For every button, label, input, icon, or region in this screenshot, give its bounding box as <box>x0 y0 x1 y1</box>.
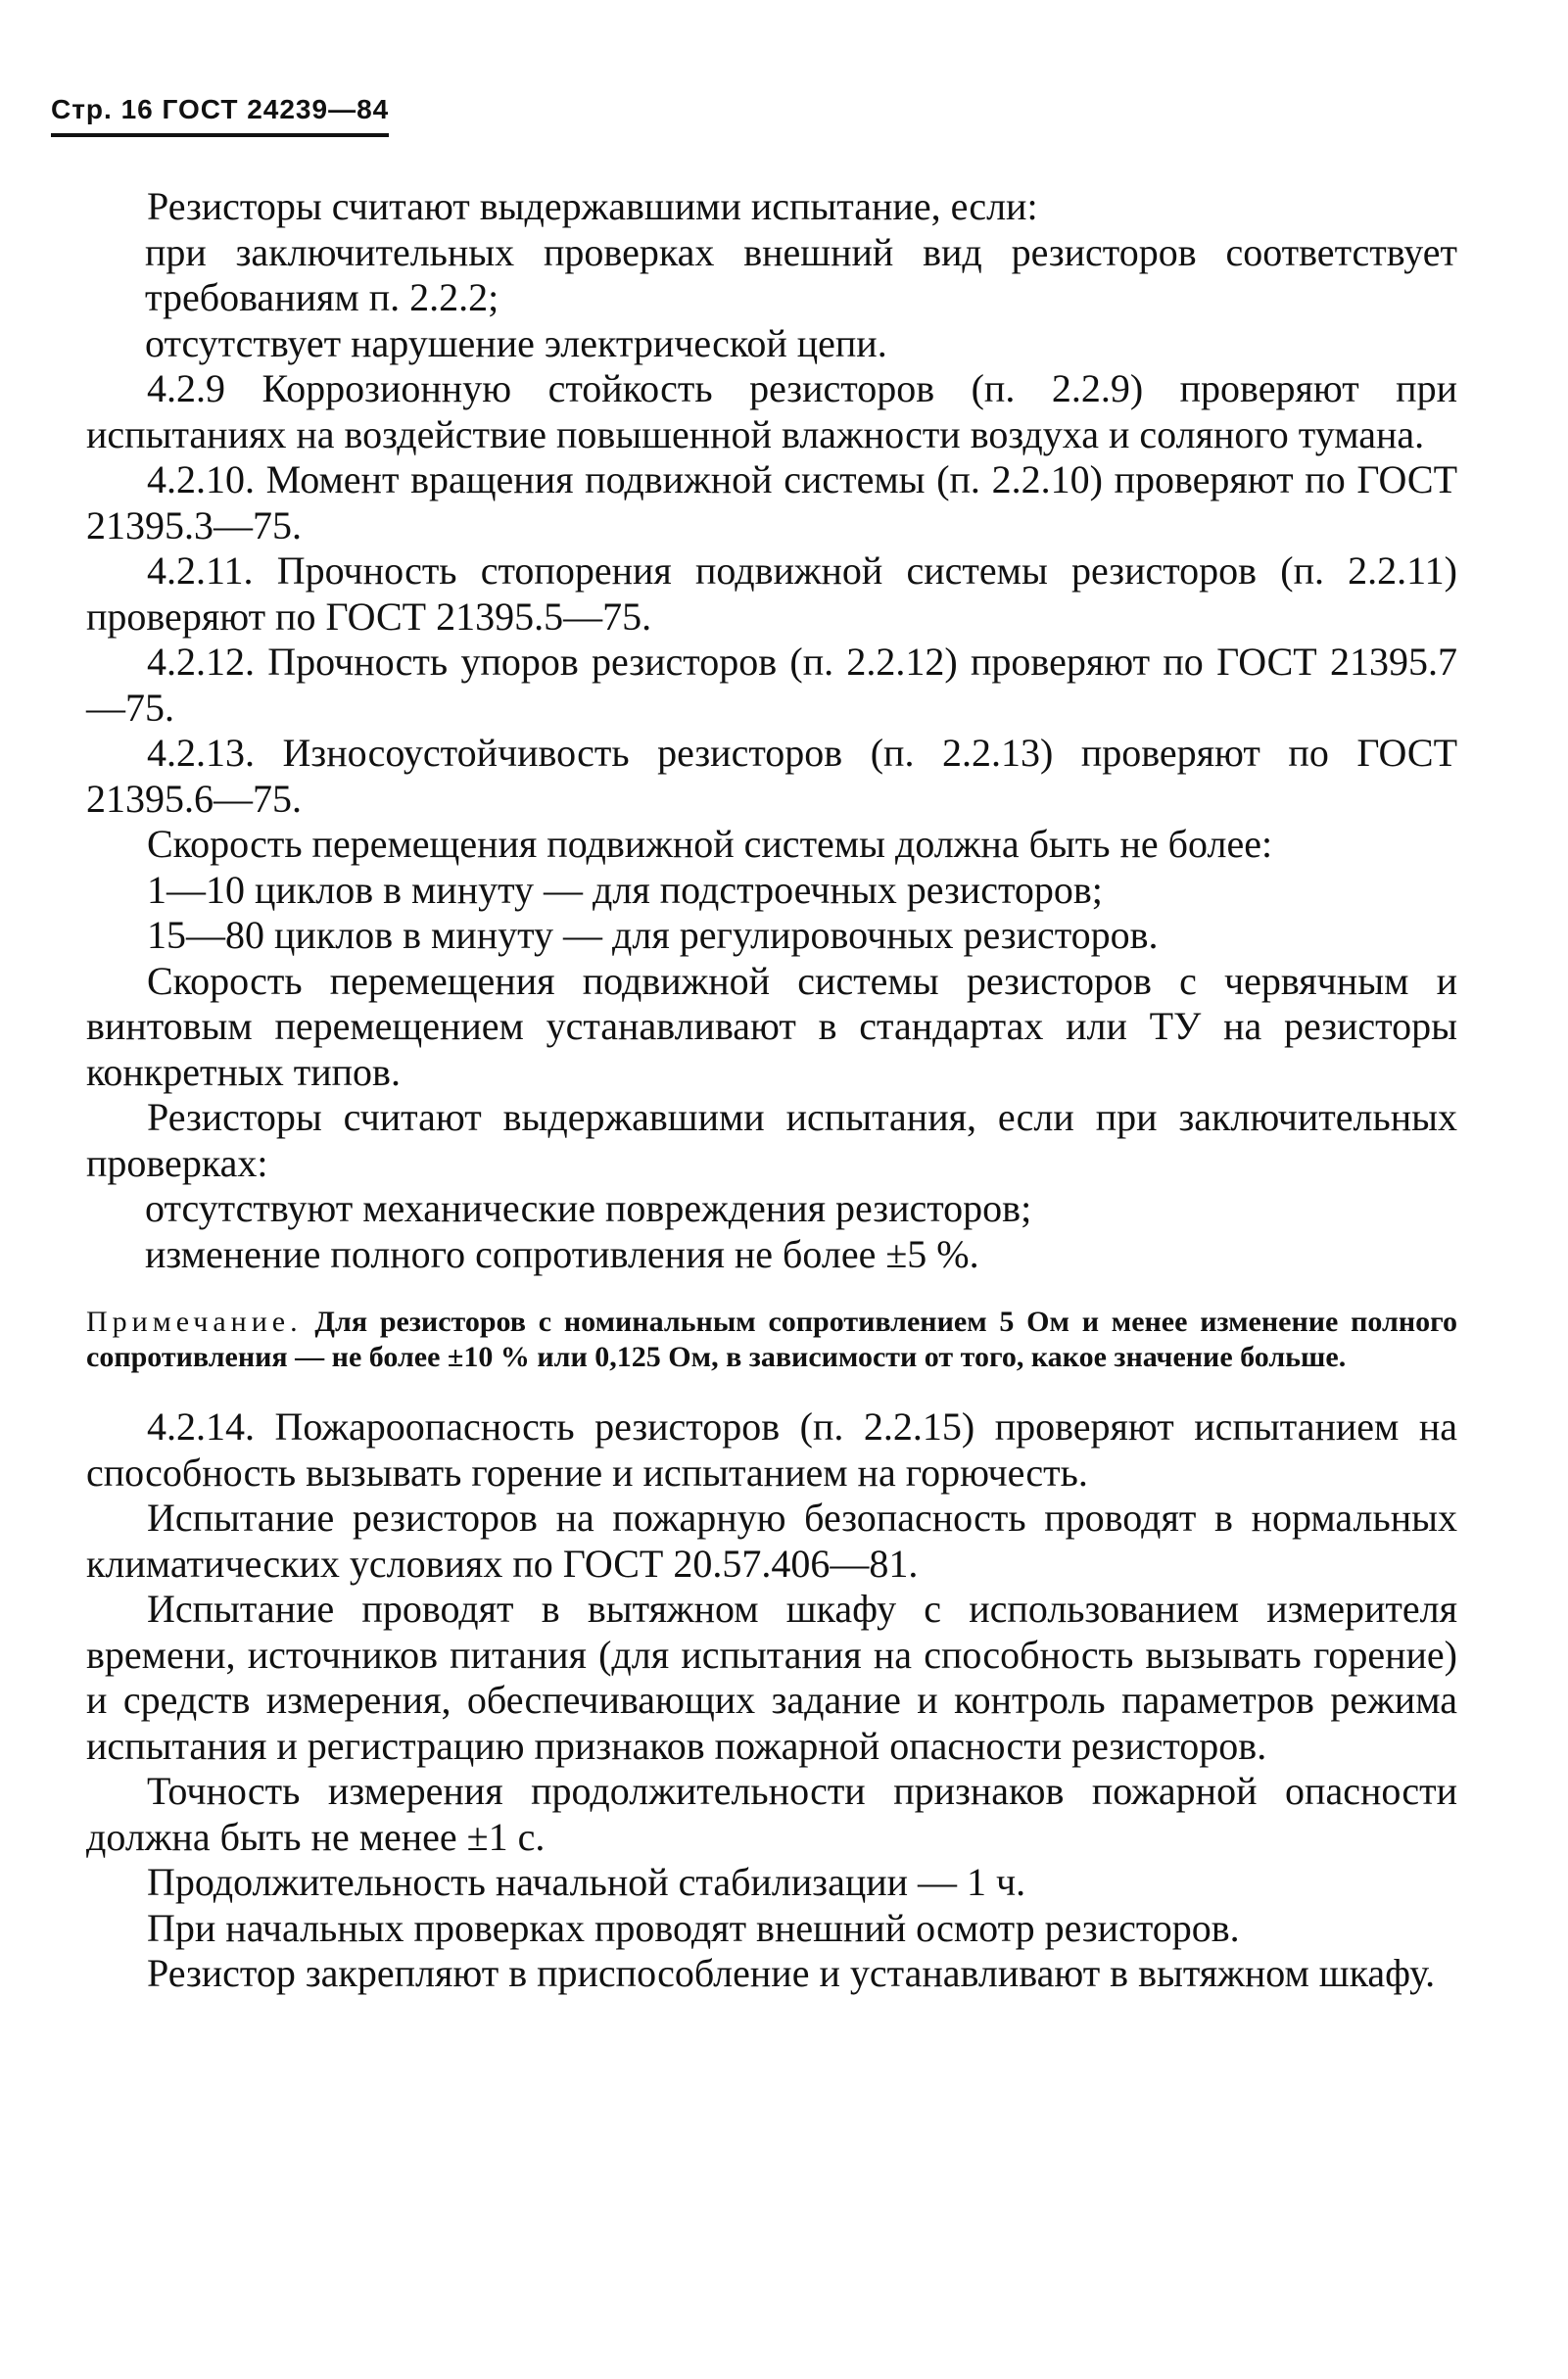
list-item: 1—10 циклов в минуту — для подстроечных резисторов; <box>147 867 1103 912</box>
paragraph: 4.2.10. Момент вращения подвижной системы (п. 2.2.10) проверяют по ГОСТ 21395.3—75. <box>86 457 1457 547</box>
page-header: Стр. 16 ГОСТ 24239—84 <box>51 94 389 137</box>
paragraph: Резисторы считают выдержавшими испытания, если при заключительных проверках: <box>86 1095 1457 1185</box>
note-label: Примечание. <box>86 1306 303 1338</box>
paragraph: Испытание проводят в вытяжном шкафу с использованием измерителя времени, источников питания (для испытания на способность вызывать горение) и средств измерения, обеспечивающих задание и контроль параметров режима испытания и регистрацию признаков пожарной опасности резисторов. <box>86 1587 1457 1768</box>
paragraph: Скорость перемещения подвижной системы должна быть не более: <box>147 822 1273 866</box>
paragraph: 4.2.12. Прочность упоров резисторов (п. 2.2.12) проверяют по ГОСТ 21395.7—75. <box>86 640 1457 730</box>
paragraph: Испытание резисторов на пожарную безопасность проводят в нормальных климатических условиях по ГОСТ 20.57.406—81. <box>86 1496 1457 1586</box>
paragraph: Резистор закрепляют в приспособление и устанавливают в вытяжном шкафу. <box>147 1951 1436 1995</box>
paragraph: При начальных проверках проводят внешний осмотр резисторов. <box>147 1905 1240 1950</box>
paragraph: Резисторы считают выдержавшими испытание, если: <box>147 184 1038 228</box>
note <box>86 1305 1457 1375</box>
list-item: 15—80 циклов в минуту — для регулировочных резисторов. <box>147 913 1159 957</box>
list-item: отсутствуют механические повреждения резисторов; <box>145 1186 1032 1230</box>
note-text: Для резисторов с номинальным сопротивлением 5 Ом и менее изменение полного сопротивления — не более ±10 % или 0,125 Ом, в зависимости от того, какое значение больше. <box>86 1306 1458 1373</box>
paragraph: 4.2.11. Прочность стопорения подвижной системы резисторов (п. 2.2.11) проверяют по ГОСТ 21395.5—75. <box>86 548 1457 639</box>
list-item: изменение полного сопротивления не более ±5 %. <box>145 1231 979 1276</box>
paragraph: Точность измерения продолжительности признаков пожарной опасности должна быть не менее ±1 с. <box>86 1769 1457 1859</box>
paragraph: 4.2.13. Износоустойчивость резисторов (п. 2.2.13) проверяют по ГОСТ 21395.6—75. <box>86 731 1457 821</box>
paragraph: 4.2.14. Пожароопасность резисторов (п. 2.2.15) проверяют испытанием на способность вызывать горение и испытанием на горючесть. <box>86 1404 1457 1495</box>
paragraph: Скорость перемещения подвижной системы резисторов с червячным и винтовым перемещением устанавливают в стандартах или ТУ на резисторы конкретных типов. <box>86 958 1457 1094</box>
paragraph: Продолжительность начальной стабилизации — 1 ч. <box>147 1860 1026 1904</box>
paragraph: отсутствует нарушение электрической цепи. <box>145 320 887 365</box>
paragraph: 4.2.9 Коррозионную стойкость резисторов (п. 2.2.9) проверяют при испытаниях на воздействие повышенной влажности воздуха и соляного тумана. <box>86 366 1457 456</box>
paragraph: при заключительных проверках внешний вид резисторов соответствует требованиям п. 2.2.2; <box>145 229 1457 319</box>
body-text <box>86 184 1457 1997</box>
